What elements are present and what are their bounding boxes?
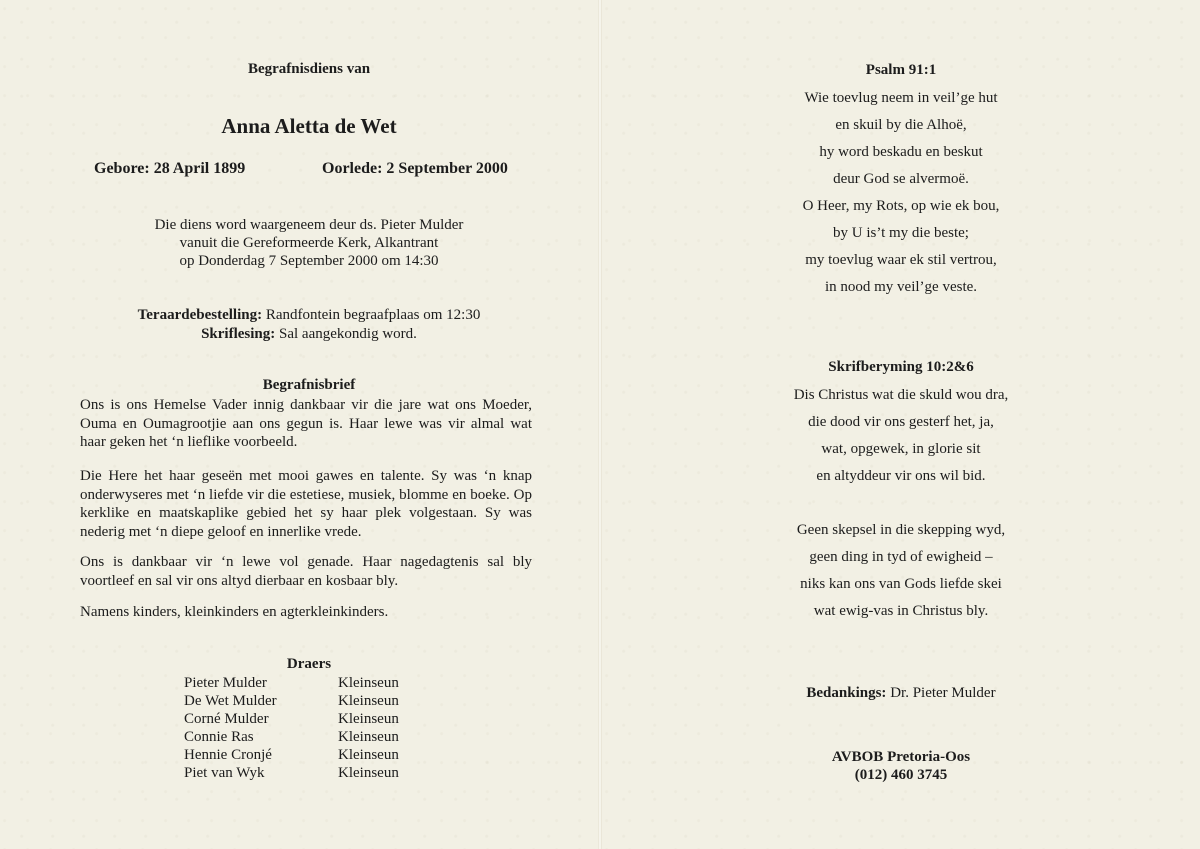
psalm-line: Wie toevlug neem in veil’ge hut bbox=[804, 90, 998, 106]
bearer-row bbox=[184, 764, 399, 782]
verse-line: die dood vir ons gesterf het, ja, bbox=[808, 414, 994, 430]
verse-line: Geen skepsel in die skepping wyd, bbox=[796, 522, 1006, 538]
bearer-row bbox=[184, 692, 399, 710]
letter-paragraph: Die Here het haar geseën met mooi gawes en talente. Sy was ‘n knap onderwyseres met ‘n liefde vir die estetiese, musiek, blomme en boeke. Op kerklike en maatskaplike gebied het sy haar plek volgestaan. Sy was nederig met ‘n diepe geloof en innerlike vrede. bbox=[80, 468, 532, 540]
letter-heading: Begrafnisbrief bbox=[262, 377, 356, 393]
bearer-relation: Kleinseun bbox=[338, 729, 399, 745]
psalm-line: O Heer, my Rots, op wie ek bou, bbox=[802, 198, 1000, 214]
thanks-value: Dr. Pieter Mulder bbox=[886, 685, 996, 701]
burial-label: Teraardebestelling: bbox=[137, 307, 263, 323]
psalm-line: en skuil by die Alhoë, bbox=[835, 117, 967, 133]
bearers-heading: Draers bbox=[286, 656, 332, 672]
bearer-name: De Wet Mulder bbox=[184, 693, 277, 709]
service-line: vanuit die Gereformeerde Kerk, Alkantrant bbox=[179, 235, 439, 251]
verse-line: en altyddeur vir ons wil bid. bbox=[816, 468, 986, 484]
verse-line: wat, opgewek, in glorie sit bbox=[821, 441, 981, 457]
undertaker-phone: (012) 460 3745 bbox=[854, 767, 948, 783]
letter-paragraph: Ons is ons Hemelse Vader innig dankbaar vir die jare wat ons Moeder, Ouma en Oumagrootjie aan ons gegun is. Haar lewe was vir almal wat haar geken het ‘n lieflike voorbeeld. bbox=[80, 397, 532, 450]
psalm-line: hy word beskadu en beskut bbox=[819, 144, 983, 160]
bearer-row bbox=[184, 710, 399, 728]
verse-line: Dis Christus wat die skuld wou dra, bbox=[793, 387, 1009, 403]
psalm-line: my toevlug waar ek stil vertrou, bbox=[805, 252, 997, 268]
bearer-relation: Kleinseun bbox=[338, 711, 399, 727]
right-page bbox=[602, 0, 1200, 849]
bearer-name: Piet van Wyk bbox=[184, 765, 265, 781]
thanks-label: Bedankings: bbox=[806, 685, 887, 701]
bearer-name: Corné Mulder bbox=[184, 711, 269, 727]
psalm-heading: Psalm 91:1 bbox=[865, 62, 937, 78]
birth-date: Gebore: 28 April 1899 bbox=[94, 160, 246, 177]
bearer-row bbox=[184, 746, 399, 764]
undertaker-block bbox=[602, 748, 1200, 784]
deceased-name: Anna Aletta de Wet bbox=[221, 114, 397, 138]
letter-signoff: Namens kinders, kleinkinders en agterkleinkinders. bbox=[80, 604, 389, 620]
reading-label: Skriflesing: bbox=[201, 326, 276, 342]
reading-value: Sal aangekondig word. bbox=[275, 326, 417, 342]
bearer-relation: Kleinseun bbox=[338, 765, 399, 781]
verse-heading: Skrifberyming 10:2&6 bbox=[828, 359, 974, 375]
bearer-relation: Kleinseun bbox=[338, 693, 399, 709]
burial-details bbox=[0, 306, 618, 344]
service-line: Die diens word waargeneem deur ds. Pieter Mulder bbox=[154, 217, 464, 233]
verse-line: geen ding in tyd of ewigheid – bbox=[809, 549, 993, 565]
bearer-relation: Kleinseun bbox=[338, 747, 399, 763]
verse-stanza-2 bbox=[602, 517, 1200, 625]
bearer-name: Hennie Cronjé bbox=[184, 747, 272, 763]
death-date: Oorlede: 2 September 2000 bbox=[322, 160, 508, 177]
bearer-row bbox=[184, 674, 399, 692]
bearer-row bbox=[184, 728, 399, 746]
verse-line: niks kan ons van Gods liefde skei bbox=[800, 576, 1002, 592]
service-heading: Begrafnisdiens van bbox=[247, 61, 371, 77]
undertaker-name: AVBOB Pretoria-Oos bbox=[831, 749, 971, 765]
reading-line bbox=[0, 325, 618, 344]
psalm-line: in nood my veil’ge veste. bbox=[824, 279, 978, 295]
letter-paragraph: Ons is dankbaar vir ‘n lewe vol genade. Haar nagedagtenis sal bly voortleef en sal vir ons altyd dierbaar en kosbaar bly. bbox=[80, 554, 532, 589]
service-line: op Donderdag 7 September 2000 om 14:30 bbox=[179, 253, 439, 269]
bearers-list bbox=[184, 674, 399, 782]
verse-stanza-1 bbox=[602, 382, 1200, 490]
burial-value: Randfontein begraafplaas om 12:30 bbox=[262, 307, 481, 323]
thanks-line bbox=[602, 685, 1200, 702]
burial-line bbox=[0, 306, 618, 325]
bearer-name: Connie Ras bbox=[184, 729, 254, 745]
bearer-relation: Kleinseun bbox=[338, 675, 399, 691]
verse-line: wat ewig-vas in Christus bly. bbox=[813, 603, 989, 619]
psalm-line: deur God se alvermoë. bbox=[833, 171, 969, 187]
psalm-line: by U is’t my die beste; bbox=[833, 225, 969, 241]
bearer-name: Pieter Mulder bbox=[184, 675, 267, 691]
left-page bbox=[0, 0, 598, 849]
service-details bbox=[0, 216, 618, 270]
psalm-text bbox=[602, 85, 1200, 301]
